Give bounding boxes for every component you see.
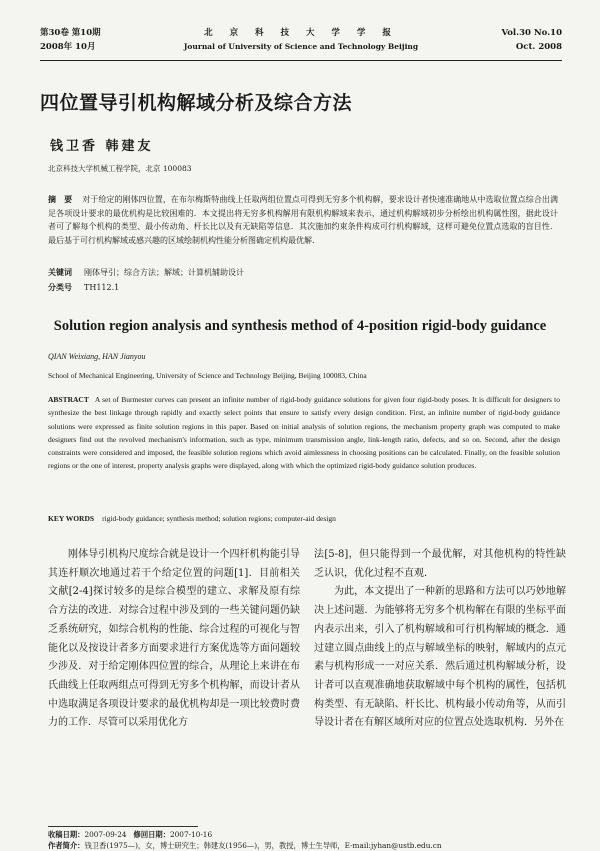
author-info-label: 作者简介：: [48, 841, 85, 850]
affiliation-cn: 北京科技大学机械工程学院，北京 100083: [48, 164, 192, 173]
journal-name-cn: 北 京 科 技 大 学 学 报: [204, 28, 398, 38]
header-center: [160, 26, 442, 54]
paper-title-en: Solution region analysis and synthesis method of 4-position rigid-body guidance: [53, 318, 547, 334]
received-date: 2007-09-24: [84, 830, 127, 839]
abstract-en-text: A set of Burmester curves can present an infinite number of rigid-body guidance solutions for given four rigid-body poses. It is difficult for designers to synthesize the best linkage through rapidly and exactly select points that ensure to satisfy every design condition. First, an infinite number of rigid-body guidance solutions were expressed as finite solution regions in this paper. Based on initial analysis of solution regions, the mechanism property graph was computed to make designers find out the revolved mechanism's information, such as type, minimum transmission angle, link-length ratio, defects, and so on. Second, after the design constraints were considered and imposed, the feasible solution regions which avoid aimlessness in choosing positions can be calculated. Finally, on the feasible solution regions or the one of interest, property analysis graphs were displayed, along with which the optimized rigid-body guidance solution produces.: [48, 395, 560, 471]
body-column-right: [314, 546, 566, 733]
paper-title-cn: 四位置导引机构解域分析及综合方法: [40, 92, 353, 114]
authors-cn: 钱卫香 韩建友: [50, 139, 154, 154]
volume-en: Vol.30 No.10: [501, 28, 562, 38]
abstract-en: [48, 393, 560, 473]
body-paragraph: 为此，本文提出了一种新的思路和方法可以巧妙地解决上述问题．为能够将无穷多个机构解在有限的坐标平面内表示出来，引入了机构解域和可行机构解域的概念．通过建立圆点曲线上的点与解域坐标的映射，解域内的点元素与机构形成一一对应关系．然后通过机构解域分析，设计者可以直观准确地获取解域中每个机构的属性，包括机构类型、有无缺陷、杆长比、机构最小传动角等，从而引导设计者在有解区域所对应的位置点处选取机构．另外在: [314, 586, 566, 729]
revised-date: 2007-10-16: [170, 830, 213, 839]
volume-cn: 第30卷 第10期: [40, 28, 101, 38]
received-label: 收稿日期：: [48, 830, 85, 839]
abstract-cn: [48, 193, 558, 247]
body-paragraph: 刚体导引机构尺度综合就是设计一个四杆机构能引导其连杆顺次地通过若干个给定位置的问题[1]．目前相关文献[2-4]探讨较多的是综合模型的建立、求解及原有综合方法的改进．对综合过程中涉及到的一些关键问题仍缺乏系统研究，如综合机构的性能、综合过程的可视化与智能化以及按设计者多方面要求进行方案优选等方面问题较少涉及．对于给定刚体四位置的综合，从理论上来讲在布氏曲线上任取两组点可得到无穷多个机构解，而设计者从中选取满足各项设计要求的最优机构却是一项比较费时费力的工作．尽管可以采用优化方: [48, 549, 300, 729]
classification-cn: [48, 281, 119, 294]
date-en: Oct. 2008: [515, 42, 562, 52]
keywords-en: [48, 514, 336, 523]
footnote-dates: [48, 829, 212, 840]
keywords-cn-text: 刚体导引；综合方法；解域；计算机辅助设计: [84, 268, 244, 277]
footnote-author: [48, 840, 442, 851]
header-right: [501, 26, 562, 54]
body-paragraph: 法[5-8]，但只能得到一个最优解，对其他机构的特性缺乏认识，优化过程不直观．: [314, 549, 566, 579]
keywords-cn: [48, 266, 244, 279]
revised-label: 修回日期：: [133, 830, 171, 839]
abstract-cn-label: 摘 要: [48, 195, 73, 204]
keywords-en-text: rigid-body guidance; synthesis method; solution regions; computer-aid design: [102, 514, 336, 523]
date-cn: 2008年 10月: [40, 42, 96, 52]
keywords-cn-label: 关键词: [48, 268, 72, 277]
footnote-rule: [48, 826, 198, 827]
header-left: [40, 26, 101, 54]
authors-en: QIAN Weixiang, HAN Jianyou: [48, 352, 146, 361]
running-header: [40, 24, 562, 61]
classification-cn-text: TH112.1: [84, 283, 120, 292]
journal-name-en: Journal of University of Science and Technology Beijing: [183, 42, 419, 51]
abstract-en-label: ABSTRACT: [48, 395, 89, 404]
affiliation-en: School of Mechanical Engineering, University of Science and Technology Beijing, Beijing 100083, China: [48, 371, 367, 380]
abstract-cn-text: 对于给定的刚体四位置，在布尔梅斯特曲线上任取两组位置点可得到无穷多个机构解，要求设计者快速准确地从中选取位置点综合出满足各项设计要求的最优机构是比较困难的．本文提出将无穷多机构解用有限机构解域来表示，通过机构解域初步分析绘出机构属性图，据此设计者可了解每个机构的类型、最小传动角、杆长比以及有无缺陷等信息．其次施加约束条件构成可行机构解域，这样可避免位置点选取的盲目性．最后基于可行机构解域或感兴趣的区域绘制机构性能分析图确定机构最优解．: [48, 195, 559, 245]
keywords-en-label: KEY WORDS: [48, 514, 95, 523]
classification-cn-label: 分类号: [48, 283, 72, 292]
body-column-left: [48, 546, 300, 733]
author-info-text: 钱卫香(1975—)，女，博士研究生；韩建友(1956—)，男，教授，博士生导师，E-mail:jyhan@ustb.edu.cn: [84, 841, 442, 850]
